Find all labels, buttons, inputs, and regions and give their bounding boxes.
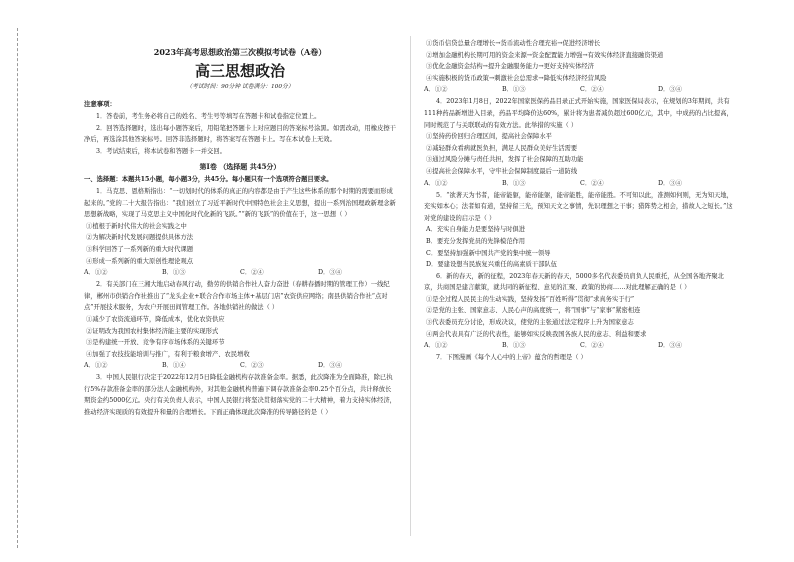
question-stem: 7．下图漫画《每个人心中的上帝》蕴含的哲理是（ ）: [436, 354, 587, 362]
notice-item: 3．考试结束后，将本试卷和答题卡一并交回。: [96, 147, 226, 155]
left-column: [84, 38, 396, 419]
question-stem: 6．新的春天，新的征程，2023年春天新的春天，5000多名代表委员肩负人民重托，从全国各地齐聚北京，共商国是建言献策，就共同的新征程、意见的汇聚、政策的协商……对此理解正确的是（ ）: [424, 272, 724, 292]
answer-choice: D．③④: [318, 362, 342, 370]
answer-choice: B．①④: [162, 362, 186, 370]
option-item: ③优化金融资金结构→提升金融服务能力→更好支持实体经济: [426, 63, 594, 71]
part1-heading: 第Ⅰ卷 （选择题 共45分）: [199, 162, 281, 172]
question-stem: 1．马克思、恩格斯指出：“一切划时代的体系的真正的内容都是由于产生这些体系的那个时期的需要而形成起来的。”党的二十大报告指出：“我们创立了习近平新时代中国特色社会主义思想，提出一系列治国理政新理念新思想新战略，实现了马克思主义中国化时代化新的飞跃。”“新的飞跃”的价值在于，这一思想（ ）: [84, 187, 396, 219]
answer-choice: C．②④: [580, 179, 604, 187]
answer-choice: C．②④: [580, 342, 604, 350]
option-item: ①减少了农资流通环节，降低成本，优化农资供应: [86, 315, 225, 323]
answer-choice: C．②④: [580, 86, 604, 94]
option-item: ③通过风险分摊与责任共担，发挥了社会保障的互助功能: [426, 156, 584, 164]
option-item: ③是构建统一开放、竞争有序市场体系的关键环节: [86, 339, 225, 347]
answer-choice: A．①②: [424, 342, 448, 350]
answer-choice: D．③④: [658, 342, 682, 350]
column-divider: [410, 36, 411, 536]
option-item: B．要充分发挥党员的先锋模范作用: [426, 237, 526, 245]
option-item: A．充实自身能力是要坚持与时俱进: [426, 226, 526, 234]
option-item: ④实施积极的货币政策→刺激社会总需求→降低实体经济经营风险: [426, 74, 607, 82]
answer-choice: D．③④: [318, 269, 342, 277]
exam-title: 2023年高考思想政治第三次模拟考试卷（A卷）: [153, 47, 327, 57]
option-item: ②是党的主张、国家意志、人民心声的高度统一，将“国事”与“家事”紧密相连: [426, 307, 641, 315]
answer-choice: A．①②: [84, 269, 108, 277]
answer-choices: [424, 84, 736, 96]
answer-choice: B．①③: [502, 342, 526, 350]
option-item: C．要坚持加强新中国共产党的集中统一领导: [426, 249, 551, 257]
right-column: [424, 38, 736, 364]
answer-choice: A．①②: [424, 86, 448, 94]
answer-choice: A．①②: [424, 179, 448, 187]
option-item: ④提高社会保障水平，守牢社会保障制度最后一道防线: [426, 167, 578, 175]
option-item: ①货币信贷总量合理增长→货币流动性合理充裕→促进经济增长: [426, 40, 601, 47]
binding-margin: [8, 28, 28, 548]
option-item: ②为解决新时代发展问题提供具体方法: [86, 234, 194, 242]
exam-meta: （考试时间：90分钟 试卷满分：100分）: [186, 84, 294, 90]
option-item: D．要建设想当民族复兴重任的高素质干部队伍: [426, 261, 557, 269]
answer-choice: B．①③: [502, 179, 526, 187]
binding-dashed-line: [17, 28, 18, 548]
answer-choice: B．①③: [162, 269, 186, 277]
option-item: ①植根于新时代伟大的社会实践之中: [86, 222, 187, 230]
answer-choice: D．③④: [658, 179, 682, 187]
answer-choice: C．②③: [240, 362, 264, 370]
option-item: ③代表委员充分讨论，形成决议，使党的主张通过法定程序上升为国家意志: [426, 319, 634, 327]
option-item: ④加强了农技技能培训与推广，有利于粮食增产、农民增收: [86, 350, 250, 358]
option-item: ④形成一系列新的重大原创性理论观点: [86, 257, 194, 265]
answer-choice: A．①②: [84, 362, 108, 370]
notice-item: 1．答卷前，考生务必将自己的姓名、考生号等填写在答题卡和试卷指定位置上。: [96, 113, 321, 120]
answer-choices: [84, 267, 396, 279]
option-item: ③科学回答了一系列新的重大时代课题: [86, 245, 194, 253]
option-item: ④两会代表具有广泛的代表性，能够如实反映我国各族人民的意志、利益和要求: [426, 330, 647, 338]
answer-choice: D．③④: [658, 86, 682, 94]
question-stem: 4．2023年1月8日，2022年国家医保药品目录正式开始实施，国家医保局表示，在规划的3年期间，共有111种药品新增进入目录，药品平均降价达60%，累计将为患者减负超过600亿元，其中，中成药的占比提高，同时规范了与关联联动的有效方法。此举措的实施（ ）: [424, 98, 733, 129]
notice-item: 2．回答选择题时，选出每小题答案后，用铅笔把答题卡上对应题目的答案标号涂黑。如需改动，用橡皮擦干净后，再选涂其他答案标号。回答非选择题时，将答案写在答题卡上。写在本试卷上无效。: [84, 124, 396, 144]
answer-choice: B．①③: [502, 86, 526, 94]
option-item: ②增加金融机构长期可用的资金来源→资金配置能力增强→有效实体经济直接融资渠道: [426, 51, 664, 59]
question-stem: 3．中国人民银行决定于2022年12月5日降低金融机构存款准备金率。据悉，此次降准为全面降准，除已执行5%存款准备金率的部分法人金融机构外，对其他金融机构普遍下调存款准备金率0.25个百分点，共计释放长期资金约5000亿元。央行有关负责人表示，中国人民银行将坚决贯彻落实党的二十大精神，着力支持实体经济，推动经济实现质的有效提升和量的合理增长。下面正确体现此次降准的传导路径的是（ ）: [84, 374, 396, 417]
subject-title: 高三思想政治: [194, 62, 285, 80]
option-item: ②证明改为我国农村集体经济能主要的实现形式: [86, 327, 219, 335]
option-item: ②减轻群众看病就医负担，满足人民群众美好生活需要: [426, 144, 578, 152]
answer-choices: [424, 178, 736, 190]
question-stem: 5．“欲著天为书者，能帝能躯，能帝能躯，能帝能胜，能帝能胜。不可知以此，准测如何则，无为知天地，充实如本心；法者如有道，坚持留三光，预知天文之事情，先识理想之干事；猎阵势之相会，措故人之短长。”这对党的建设的启示是（ ）: [424, 191, 733, 222]
part1-instruction: 一、选择题：本题共15小题，每小题3分，共45分。每小题只有一个选项符合题目要求。: [84, 176, 333, 184]
answer-choices: [84, 360, 396, 372]
question-stem: 2．有关部门在三湘大地启动春风行动，勤劳的供销合作社人奋力奋进（春耕春播时期的管理工作）一线纪律，郴州市供销合作社推出了“龙头企业+联合合作市场主体+基层门店”农资供应网络；南县供销合作社“点对点”开展技术服务，为农户开展田间管理工作。各地供销社的做法（ ）: [84, 281, 390, 312]
option-item: ①坚持药价回归合理区间，提高社会保障水平: [426, 133, 552, 141]
notice-heading: 注意事项：: [84, 100, 116, 108]
answer-choices: [424, 340, 736, 352]
answer-choice: C．②④: [240, 269, 264, 277]
option-item: ①是全过程人民民主的生动实践，坚持发扬“百姓听得”贯彻“求真务实于行”: [426, 295, 635, 303]
